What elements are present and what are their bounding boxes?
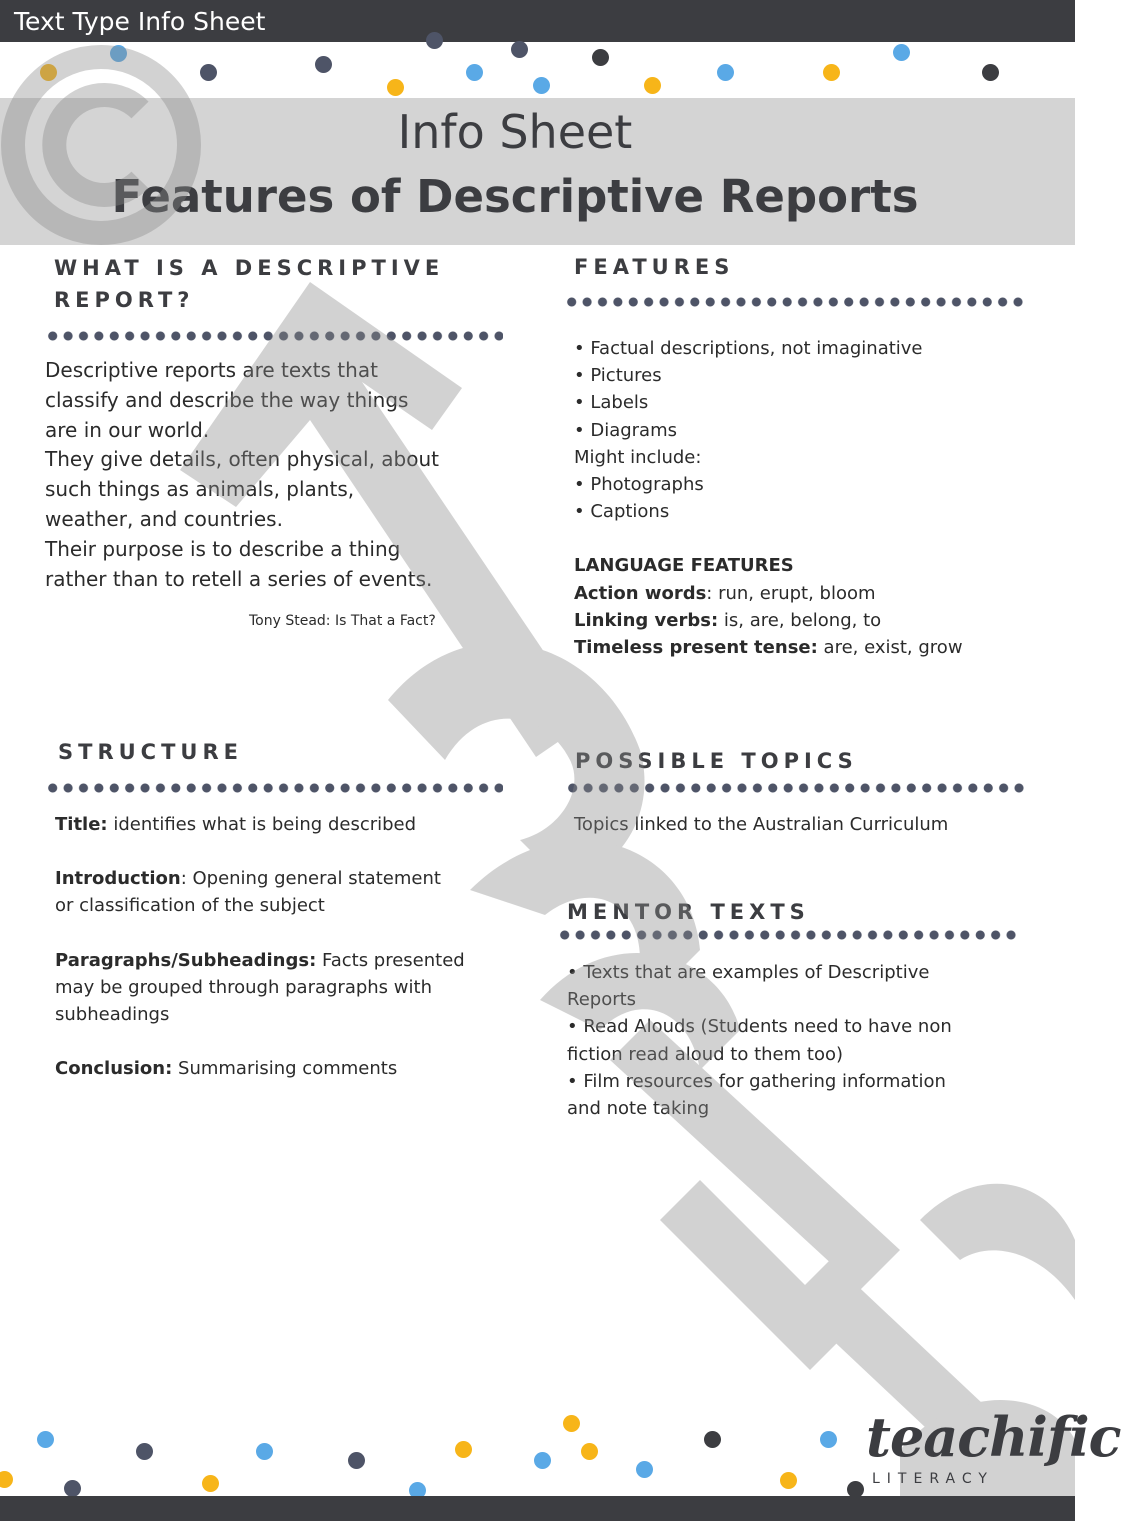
- confetti-dot: [315, 56, 332, 73]
- teachific-logo: [862, 1405, 1121, 1495]
- language-feature-item: Action words: run, erupt, bloom: [574, 582, 876, 604]
- confetti-dot: [823, 64, 840, 81]
- mentor-divider: [557, 930, 1016, 940]
- confetti-dot: [636, 1461, 653, 1478]
- confetti-dot: [581, 1443, 598, 1460]
- confetti-dot: [0, 1471, 13, 1488]
- confetti-dot: [200, 64, 217, 81]
- banner-title: Info Sheet: [397, 105, 633, 159]
- confetti-dot: [110, 45, 127, 62]
- language-features-heading: LANGUAGE FEATURES: [574, 555, 794, 577]
- confetti-dot: [592, 49, 609, 66]
- sheet-type-title: Text Type Info Sheet: [14, 7, 266, 36]
- confetti-dot: [533, 77, 550, 94]
- logo-wordmark: teachific: [866, 1405, 1121, 1469]
- what-is-divider: [45, 331, 503, 341]
- language-feature-item: Linking verbs: is, are, belong, to: [574, 609, 882, 631]
- confetti-dot: [466, 64, 483, 81]
- confetti-dot: [644, 77, 661, 94]
- structure-heading: STRUCTURE: [58, 740, 243, 764]
- confetti-dot: [704, 1431, 721, 1448]
- confetti-dot: [717, 64, 734, 81]
- features-heading: FEATURES: [574, 255, 735, 279]
- citation: Tony Stead: Is That a Fact?: [249, 613, 436, 629]
- confetti-dot: [893, 44, 910, 61]
- confetti-dot: [40, 64, 57, 81]
- confetti-dot: [387, 79, 404, 96]
- confetti-dot: [64, 1480, 81, 1497]
- mentor-list: • Texts that are examples of Descriptive Reports • Read Alouds (Students need to have non fiction read aloud to them too) • Film resources for gathering information and note taking: [567, 962, 952, 1120]
- structure-divider: [45, 783, 503, 793]
- topics-heading: POSSIBLE TOPICS: [575, 749, 858, 773]
- logo-subtitle: LITERACY: [872, 1471, 994, 1487]
- confetti-dot: [256, 1443, 273, 1460]
- confetti-dot: [426, 32, 443, 49]
- what-is-heading: WHAT IS A DESCRIPTIVE REPORT?: [54, 256, 445, 312]
- confetti-dot: [37, 1431, 54, 1448]
- structure-body: Title: identifies what is being described Introduction: Opening general statement or classification of the subject Paragraphs/Subheadings: Facts presented may be grouped through paragraphs with subheadings Conclusion: Summarising comments: [55, 814, 465, 1080]
- banner-subtitle: Features of Descriptive Reports: [111, 170, 919, 223]
- confetti-dot: [534, 1452, 551, 1469]
- topics-text: Topics linked to the Australian Curriculum: [574, 814, 949, 835]
- confetti-dot: [511, 41, 528, 58]
- confetti-dot: [820, 1431, 837, 1448]
- confetti-dot: [455, 1441, 472, 1458]
- features-divider: [564, 297, 1024, 307]
- confetti-dot: [202, 1475, 219, 1492]
- language-feature-item: Timeless present tense: are, exist, grow: [574, 637, 963, 659]
- features-list: • Factual descriptions, not imaginative • Pictures • Labels • Diagrams Might include: • Photographs • Captions LANGUAGE FEATURES Action words: run, erupt, bloom Linking verbs: is, are, belong, to Timeless present tense: are, exist, grow: [574, 335, 963, 661]
- confetti-dot: [136, 1443, 153, 1460]
- confetti-dot: [780, 1472, 797, 1489]
- bottom-bar: [0, 1496, 1075, 1521]
- confetti-dot: [982, 64, 999, 81]
- top-bar: [0, 0, 1075, 42]
- what-is-body: Descriptive reports are texts that classify and describe the way things are in our world. They give details, often physical, about such things as animals, plants, weather, and countries. Their purpose is to describe a thing rather than to retell a series of events.: [45, 358, 440, 591]
- confetti-dot: [348, 1452, 365, 1469]
- confetti-dot: [563, 1415, 580, 1432]
- topics-divider: [565, 783, 1024, 793]
- mentor-heading: MENTOR TEXTS: [567, 900, 810, 924]
